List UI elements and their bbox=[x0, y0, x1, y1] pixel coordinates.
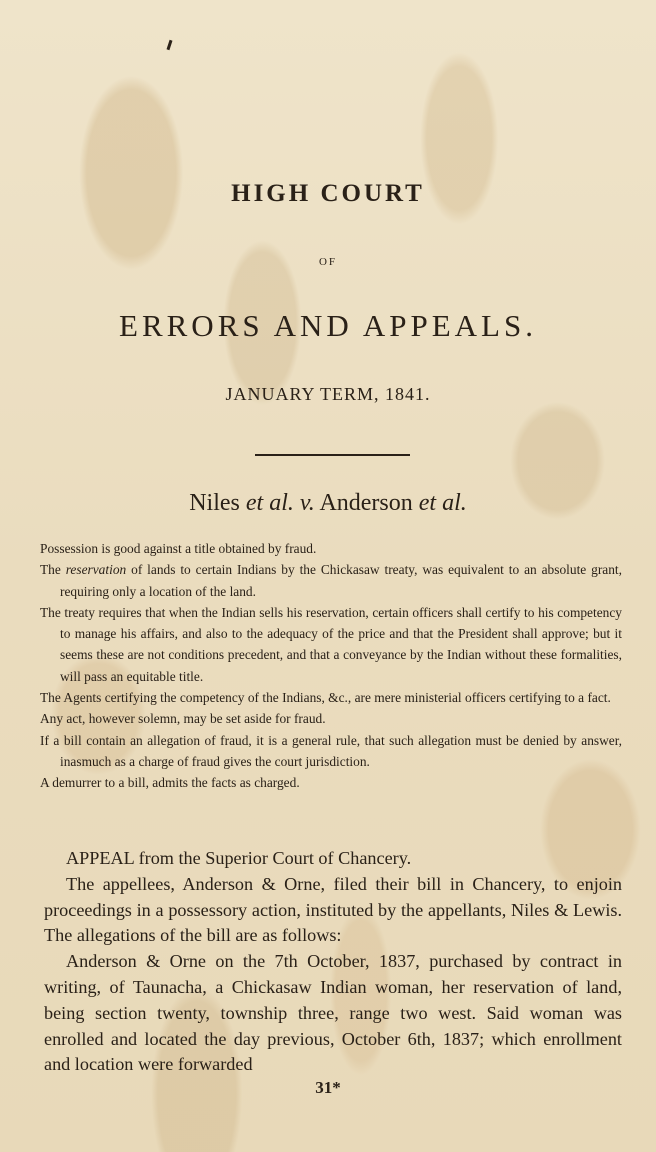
headnote bbox=[40, 559, 622, 602]
headnotes bbox=[40, 538, 622, 794]
case-party-2: Anderson bbox=[314, 490, 419, 516]
headnote-italic: reservation bbox=[65, 562, 127, 578]
term-date: JANUARY TERM, 1841. bbox=[225, 384, 431, 404]
headnote: The treaty requires that when the Indian sells his reservation, certain officers shall certify to his competency to manage his affairs, and also to the adequacy of the price and that the President shall approve; but it seems these are not conditions precedent, and that a conveyance by the Indian without these formalities, will pass an equitable title. bbox=[40, 604, 622, 684]
body-paragraph: APPEAL from the Superior Court of Chancery. bbox=[66, 848, 412, 868]
page-number: 31* bbox=[315, 1078, 341, 1097]
body-text bbox=[44, 846, 622, 1078]
case-party-1: Niles bbox=[189, 490, 246, 516]
case-et-al-1: et al. bbox=[245, 490, 294, 516]
title-connector: OF bbox=[318, 256, 338, 268]
case-et-al-2: et al. bbox=[418, 490, 467, 516]
headnote: The Agents certifying the competency of the Indians, &c., are mere ministerial officers certifying to a fact. bbox=[40, 690, 611, 706]
headnote: If a bill contain an allegation of fraud, it is a general rule, that such allegation must be denied by answer, inasmuch as a charge of fraud gives the court jurisdiction. bbox=[40, 732, 622, 769]
ink-mark bbox=[167, 40, 173, 50]
headnote-text: of lands to certain Indians by the Chickasaw treaty, was equivalent to an absolute grant, requiring only a location of the land. bbox=[60, 562, 622, 599]
court-title: HIGH COURT bbox=[231, 180, 425, 207]
case-title bbox=[0, 490, 656, 517]
headnote: A demurrer to a bill, admits the facts as charged. bbox=[40, 775, 300, 791]
divider-rule bbox=[255, 454, 410, 456]
headnote: Possession is good against a title obtained by fraud. bbox=[40, 541, 317, 556]
headnote: Any act, however solemn, may be set aside for fraud. bbox=[40, 711, 326, 727]
headnote-text: The bbox=[40, 562, 66, 578]
court-subtitle: ERRORS AND APPEALS. bbox=[119, 308, 537, 343]
body-paragraph: Anderson & Orne on the 7th October, 1837, purchased by contract in writing, of Taunacha, a Chickasaw Indian woman, her reservation of land, being section twenty, township three, range two west. Said woman was enrolled and located the day previous, October 6th, 1837; which enrollment and location were forwarded bbox=[44, 951, 622, 1075]
body-paragraph: The appellees, Anderson & Orne, filed their bill in Chancery, to enjoin proceedings in a possessory action, instituted by the appellants, Niles & Lewis. The allegations of the bill are as follows: bbox=[44, 873, 622, 946]
case-versus: v. bbox=[293, 490, 315, 516]
